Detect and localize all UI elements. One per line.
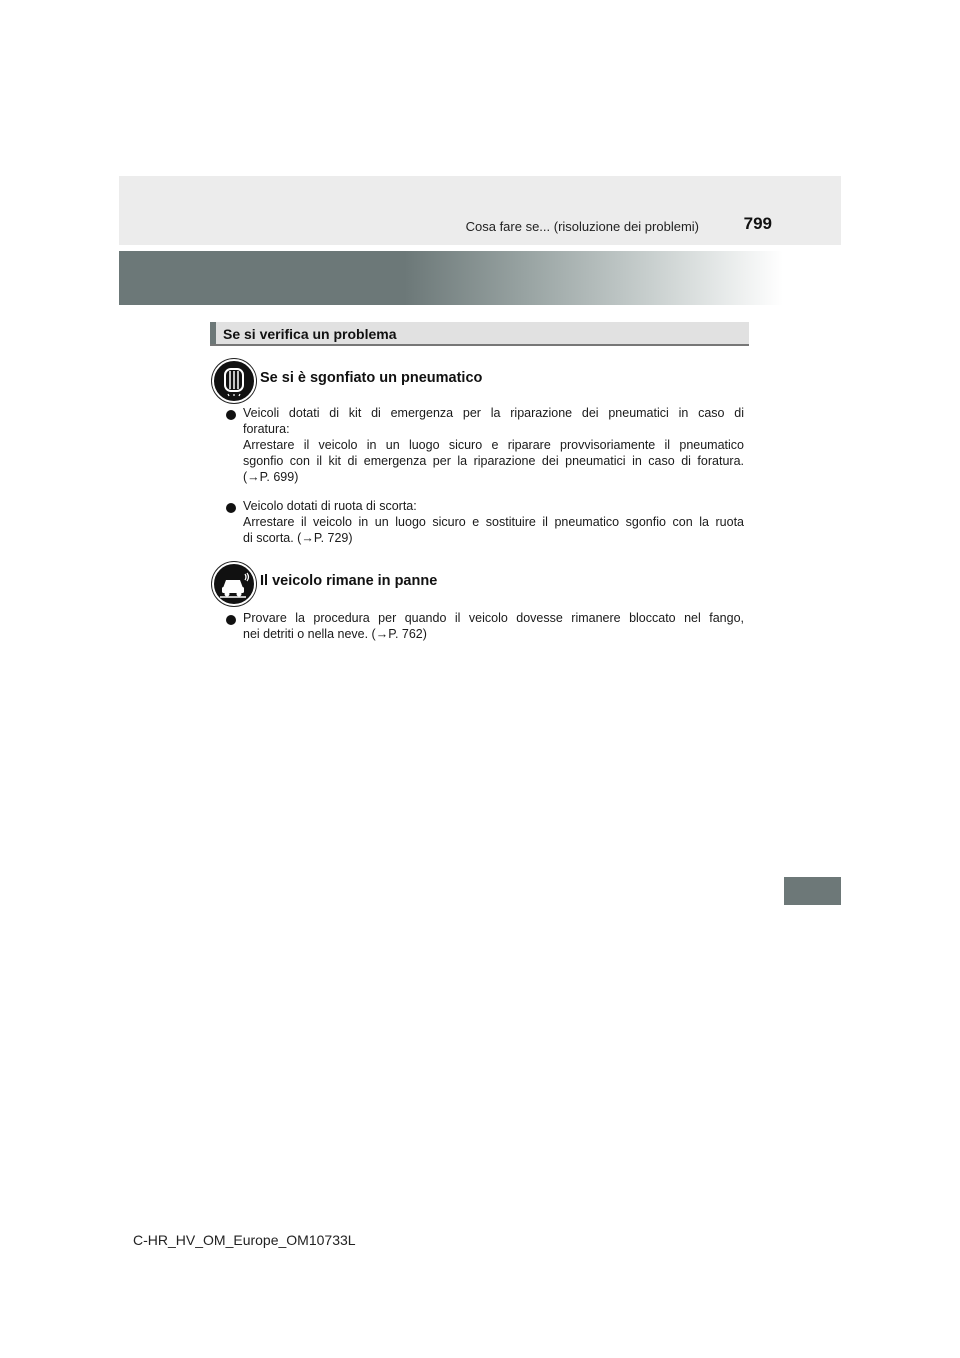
flat-tire-icon: [212, 359, 256, 403]
section-heading: [210, 322, 749, 346]
page-number: 799: [743, 214, 772, 233]
chapter-tab: [784, 877, 841, 905]
stuck-vehicle-icon: [212, 562, 256, 606]
section-heading-text: Se si verifica un problema: [223, 326, 397, 342]
list-item: Veicoli dotati di kit di emergenza per la riparazione dei pneumatici in caso di foratura: Arrestare il veicolo in un luogo sicuro e riparare provvisoriamente il pneumatico sgonfio con il kit di emergenza per la riparazione dei pneumatici in caso di foratura. (→P. 699): [243, 406, 744, 484]
page-header: [119, 176, 841, 245]
list-item: Provare la procedura per quando il veicolo dovesse rimanere bloccato nel fango, nei detriti o nella neve. (→P. 762): [243, 611, 744, 641]
list-item: Veicolo dotati di ruota di scorta: Arrestare il veicolo in un luogo sicuro e sostituire il pneumatico sgonfio con la ruota di scorta. (→P. 729): [243, 499, 744, 545]
subsection-title-flat-tire: Se si è sgonfiato un pneumatico: [260, 370, 483, 386]
bullet: [226, 615, 236, 625]
chapter-title: Cosa fare se... (risoluzione dei problemi): [465, 219, 699, 234]
document-code: C-HR_HV_OM_Europe_OM10733L: [133, 1232, 356, 1248]
bullet: [226, 410, 236, 420]
bullet: [226, 503, 236, 513]
subsection-title-stuck: Il veicolo rimane in panne: [260, 573, 438, 589]
chapter-banner: [119, 251, 783, 305]
